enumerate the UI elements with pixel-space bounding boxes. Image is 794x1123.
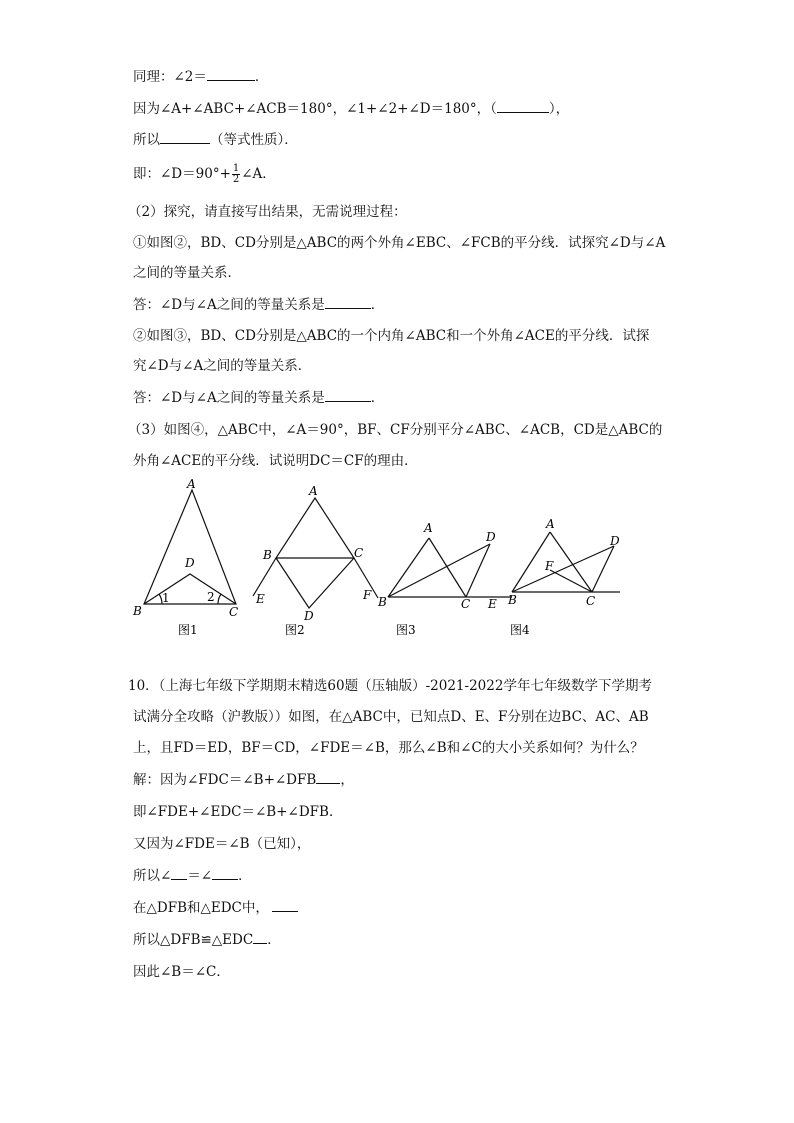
text-line-5: （2）探究，请直接写出结果，无需说理过程： [128,204,407,220]
figure-4 [512,532,620,592]
answer-blank[interactable] [325,296,371,309]
answer-blank[interactable] [253,931,267,944]
answer-blank[interactable] [272,899,298,912]
solution-line-7: 因此∠B＝∠C． [133,964,230,980]
solution-line-6: 所以△DFB≌△EDC ． [133,932,281,948]
solution-line-5: 在△DFB和△EDC中， [133,899,298,917]
fig3-label-d: D [486,530,496,544]
fig1-label-b: B [133,604,142,618]
solution-line-1: 解：因为∠FDC＝∠B+∠DFB ， [133,772,354,788]
text-line-1: 同理：∠2＝ ． [133,69,269,85]
question-10-line-1: 10．（上海七年级下学期期末精选60题（压轴版）-2021-2022学年七年级数学下学期考 [128,678,652,694]
answer-blank[interactable] [325,389,371,402]
answer-blank[interactable] [497,100,549,113]
solution-line-4: 所以∠ ＝∠ ． [133,868,252,884]
fig3-caption: 图3 [396,623,416,637]
question-10-line-3: 上，且FD＝ED，BF＝CD，∠FDE＝∠B，那么∠B和∠C的大小关系如何？为什么？ [133,740,644,756]
fig3-label-a: A [424,521,433,535]
fig1-angle-1: 1 [162,591,170,605]
answer-blank[interactable] [212,867,238,880]
figure-1 [144,490,236,604]
fig3-label-e: E [488,597,497,611]
answer-blank[interactable] [207,68,255,81]
text-line-12: （3）如图④，△ABC中，∠A＝90°，BF、CF分别平分∠ABC、∠ACB，CD是△ABC的 [128,422,663,438]
fig1-angle-2: 2 [207,590,215,604]
fig4-label-a: A [546,517,555,531]
fig2-label-a: A [309,484,318,498]
text-line-3: 所以 （等式性质）． [133,132,298,148]
text-line-10: 究∠D与∠A之间的等量关系． [133,358,312,374]
fig2-label-e: E [256,592,265,606]
text-line-2: 因为∠A+∠ABC+∠ACB＝180°，∠1+∠2+∠D＝180°，（ ）， [133,101,570,117]
fig4-label-b: B [508,593,517,607]
fraction: $\frac{1}{2}$ [232,163,240,185]
text-line-11: 答：∠D与∠A之间的等量关系是 ． [133,390,385,406]
fig3-label-c: C [461,597,471,611]
fig4-label-c: C [586,594,596,608]
fig1-label-c: C [229,605,239,619]
question-10-line-2: 试满分全攻略（沪教版））如图，在△ABC中，已知点D、E、F分别在边BC、AC、AB [133,709,649,725]
fig4-label-d: D [610,534,620,548]
text-line-7: 之间的等量关系． [133,265,241,281]
fig4-label-f: F [545,559,554,573]
answer-blank[interactable] [316,771,340,784]
fig1-caption: 图1 [178,623,198,637]
figure-3 [388,538,512,597]
answer-blank[interactable] [160,131,210,144]
solution-line-3: 又因为∠FDE＝∠B（已知）， [133,836,311,852]
text-line-4: 即：∠D＝90°+ $\frac{1}{2}$ ∠A． [133,163,276,185]
fig2-caption: 图2 [285,623,305,637]
answer-blank[interactable] [171,867,187,880]
fig1-label-a: A [187,477,196,491]
fig2-label-f: F [363,588,372,602]
fig1-label-d: D [185,556,195,570]
solution-line-2: 即∠FDE+∠EDC＝∠B+∠DFB． [133,804,343,820]
text-line-13: 外角∠ACE的平分线．试说明DC＝CF的理由． [133,453,418,469]
fig2-label-b: B [263,548,272,562]
text-line-8: 答：∠D与∠A之间的等量关系是 ． [133,297,385,313]
text-line-6: ①如图②，BD、CD分别是△ABC的两个外角∠EBC、∠FCB的平分线．试探究∠D与∠A [133,235,666,251]
fig2-label-d: D [304,609,314,623]
fig2-label-c: C [354,546,364,560]
fig4-caption: 图4 [510,623,530,637]
text-line-9: ②如图③，BD、CD分别是△ABC的一个内角∠ABC和一个外角∠ACE的平分线．试探 [133,328,650,344]
geometry-figures [120,470,640,642]
fig3-label-b: B [378,595,387,609]
